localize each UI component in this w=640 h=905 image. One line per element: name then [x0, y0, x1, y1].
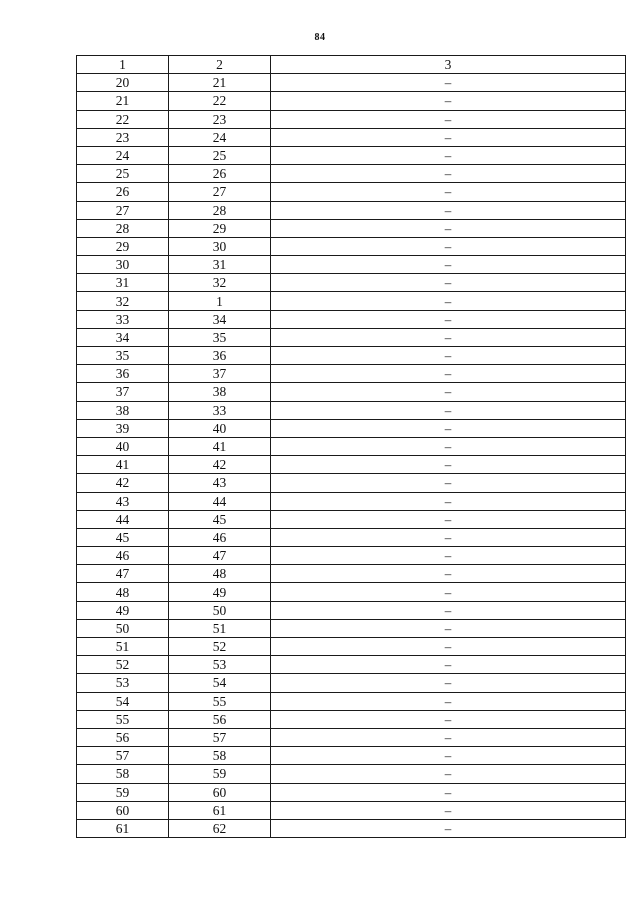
table-row — [77, 601, 626, 619]
cell-col-3: – — [271, 710, 626, 728]
cell-col-3: – — [271, 601, 626, 619]
table-row — [77, 528, 626, 546]
cell-col-1: 61 — [77, 819, 169, 837]
cell-col-1: 38 — [77, 401, 169, 419]
cell-col-3: – — [271, 692, 626, 710]
cell-col-1: 56 — [77, 728, 169, 746]
column-header-2: 2 — [169, 56, 271, 74]
cell-col-3: – — [271, 201, 626, 219]
table-row — [77, 492, 626, 510]
cell-col-3: – — [271, 401, 626, 419]
cell-col-3: – — [271, 638, 626, 656]
cell-col-2: 1 — [169, 292, 271, 310]
cell-col-3: – — [271, 183, 626, 201]
cell-col-3: – — [271, 619, 626, 637]
cell-col-2: 25 — [169, 146, 271, 164]
cell-col-1: 47 — [77, 565, 169, 583]
cell-col-3: – — [271, 728, 626, 746]
table-row — [77, 347, 626, 365]
cell-col-3: – — [271, 674, 626, 692]
table-row — [77, 365, 626, 383]
cell-col-3: – — [271, 383, 626, 401]
cell-col-2: 45 — [169, 510, 271, 528]
table-row — [77, 328, 626, 346]
cell-col-3: – — [271, 510, 626, 528]
cell-col-2: 43 — [169, 474, 271, 492]
table-row — [77, 128, 626, 146]
table-row — [77, 801, 626, 819]
cell-col-3: – — [271, 237, 626, 255]
table-row — [77, 74, 626, 92]
table-row — [77, 310, 626, 328]
cell-col-2: 60 — [169, 783, 271, 801]
cell-col-3: – — [271, 747, 626, 765]
cell-col-3: – — [271, 456, 626, 474]
table-row — [77, 819, 626, 837]
table-row — [77, 565, 626, 583]
cell-col-1: 42 — [77, 474, 169, 492]
cell-col-3: – — [271, 583, 626, 601]
cell-col-3: – — [271, 219, 626, 237]
cell-col-2: 34 — [169, 310, 271, 328]
cell-col-1: 37 — [77, 383, 169, 401]
page-number: 84 — [314, 32, 326, 43]
cell-col-1: 29 — [77, 237, 169, 255]
cell-col-3: – — [271, 292, 626, 310]
table-row — [77, 710, 626, 728]
table-row — [77, 456, 626, 474]
table-row — [77, 165, 626, 183]
cell-col-2: 26 — [169, 165, 271, 183]
cell-col-3: – — [271, 274, 626, 292]
cell-col-2: 62 — [169, 819, 271, 837]
cell-col-1: 50 — [77, 619, 169, 637]
cell-col-2: 58 — [169, 747, 271, 765]
table-row — [77, 237, 626, 255]
cell-col-1: 51 — [77, 638, 169, 656]
cell-col-3: – — [271, 474, 626, 492]
cell-col-2: 50 — [169, 601, 271, 619]
cell-col-1: 45 — [77, 528, 169, 546]
table-row — [77, 728, 626, 746]
cell-col-2: 28 — [169, 201, 271, 219]
table-row — [77, 510, 626, 528]
cell-col-1: 26 — [77, 183, 169, 201]
cell-col-1: 32 — [77, 292, 169, 310]
table-row — [77, 110, 626, 128]
cell-col-2: 52 — [169, 638, 271, 656]
cell-col-1: 49 — [77, 601, 169, 619]
cell-col-2: 49 — [169, 583, 271, 601]
cell-col-3: – — [271, 801, 626, 819]
cell-col-2: 55 — [169, 692, 271, 710]
cell-col-2: 54 — [169, 674, 271, 692]
cell-col-2: 53 — [169, 656, 271, 674]
table-body — [77, 74, 626, 838]
table-row — [77, 383, 626, 401]
cell-col-1: 36 — [77, 365, 169, 383]
cell-col-1: 60 — [77, 801, 169, 819]
cell-col-3: – — [271, 528, 626, 546]
table-row — [77, 419, 626, 437]
cell-col-1: 41 — [77, 456, 169, 474]
table-row — [77, 201, 626, 219]
table-row — [77, 765, 626, 783]
cell-col-1: 54 — [77, 692, 169, 710]
cell-col-2: 46 — [169, 528, 271, 546]
cell-col-2: 35 — [169, 328, 271, 346]
cell-col-2: 36 — [169, 347, 271, 365]
cell-col-2: 22 — [169, 92, 271, 110]
table-row — [77, 92, 626, 110]
cell-col-3: – — [271, 110, 626, 128]
cell-col-1: 55 — [77, 710, 169, 728]
cell-col-3: – — [271, 783, 626, 801]
cell-col-3: – — [271, 328, 626, 346]
cell-col-3: – — [271, 347, 626, 365]
cell-col-1: 34 — [77, 328, 169, 346]
cell-col-1: 40 — [77, 437, 169, 455]
cell-col-3: – — [271, 92, 626, 110]
table-header-row — [77, 56, 626, 74]
table-row — [77, 583, 626, 601]
table-row — [77, 183, 626, 201]
cell-col-2: 24 — [169, 128, 271, 146]
cell-col-2: 31 — [169, 256, 271, 274]
table-row — [77, 638, 626, 656]
cell-col-1: 46 — [77, 547, 169, 565]
table-row — [77, 656, 626, 674]
cell-col-3: – — [271, 419, 626, 437]
table-row — [77, 256, 626, 274]
table-row — [77, 747, 626, 765]
cell-col-2: 61 — [169, 801, 271, 819]
cell-col-1: 28 — [77, 219, 169, 237]
table-row — [77, 401, 626, 419]
table-row — [77, 619, 626, 637]
cell-col-1: 33 — [77, 310, 169, 328]
cell-col-2: 51 — [169, 619, 271, 637]
cell-col-2: 33 — [169, 401, 271, 419]
cell-col-3: – — [271, 656, 626, 674]
cell-col-2: 42 — [169, 456, 271, 474]
cell-col-1: 22 — [77, 110, 169, 128]
cell-col-3: – — [271, 74, 626, 92]
cell-col-2: 27 — [169, 183, 271, 201]
table-row — [77, 219, 626, 237]
cell-col-1: 43 — [77, 492, 169, 510]
table-row — [77, 437, 626, 455]
column-header-3: 3 — [271, 56, 626, 74]
cell-col-2: 29 — [169, 219, 271, 237]
cell-col-3: – — [271, 565, 626, 583]
cell-col-1: 24 — [77, 146, 169, 164]
cell-col-2: 30 — [169, 237, 271, 255]
table-row — [77, 292, 626, 310]
cell-col-2: 32 — [169, 274, 271, 292]
cell-col-3: – — [271, 437, 626, 455]
cell-col-1: 52 — [77, 656, 169, 674]
table-row — [77, 274, 626, 292]
cell-col-3: – — [271, 819, 626, 837]
cell-col-1: 20 — [77, 74, 169, 92]
cell-col-3: – — [271, 547, 626, 565]
column-header-1: 1 — [77, 56, 169, 74]
cell-col-1: 44 — [77, 510, 169, 528]
cell-col-1: 48 — [77, 583, 169, 601]
cell-col-3: – — [271, 165, 626, 183]
cell-col-1: 57 — [77, 747, 169, 765]
cell-col-1: 27 — [77, 201, 169, 219]
cell-col-2: 40 — [169, 419, 271, 437]
cell-col-1: 31 — [77, 274, 169, 292]
cell-col-2: 47 — [169, 547, 271, 565]
cell-col-2: 23 — [169, 110, 271, 128]
table-row — [77, 692, 626, 710]
cell-col-3: – — [271, 765, 626, 783]
cell-col-3: – — [271, 365, 626, 383]
cell-col-2: 37 — [169, 365, 271, 383]
table-row — [77, 783, 626, 801]
cell-col-1: 58 — [77, 765, 169, 783]
cell-col-2: 41 — [169, 437, 271, 455]
cell-col-3: – — [271, 256, 626, 274]
cell-col-1: 25 — [77, 165, 169, 183]
cell-col-2: 59 — [169, 765, 271, 783]
cell-col-2: 21 — [169, 74, 271, 92]
cell-col-3: – — [271, 310, 626, 328]
table-row — [77, 474, 626, 492]
table-row — [77, 146, 626, 164]
cell-col-3: – — [271, 146, 626, 164]
cell-col-2: 57 — [169, 728, 271, 746]
table-row — [77, 547, 626, 565]
cell-col-1: 35 — [77, 347, 169, 365]
cell-col-1: 23 — [77, 128, 169, 146]
table-row — [77, 674, 626, 692]
cell-col-1: 53 — [77, 674, 169, 692]
cell-col-2: 56 — [169, 710, 271, 728]
cell-col-3: – — [271, 128, 626, 146]
cell-col-1: 39 — [77, 419, 169, 437]
cell-col-1: 59 — [77, 783, 169, 801]
cell-col-2: 38 — [169, 383, 271, 401]
data-table — [76, 55, 626, 838]
cell-col-1: 30 — [77, 256, 169, 274]
cell-col-2: 44 — [169, 492, 271, 510]
cell-col-3: – — [271, 492, 626, 510]
cell-col-2: 48 — [169, 565, 271, 583]
cell-col-1: 21 — [77, 92, 169, 110]
